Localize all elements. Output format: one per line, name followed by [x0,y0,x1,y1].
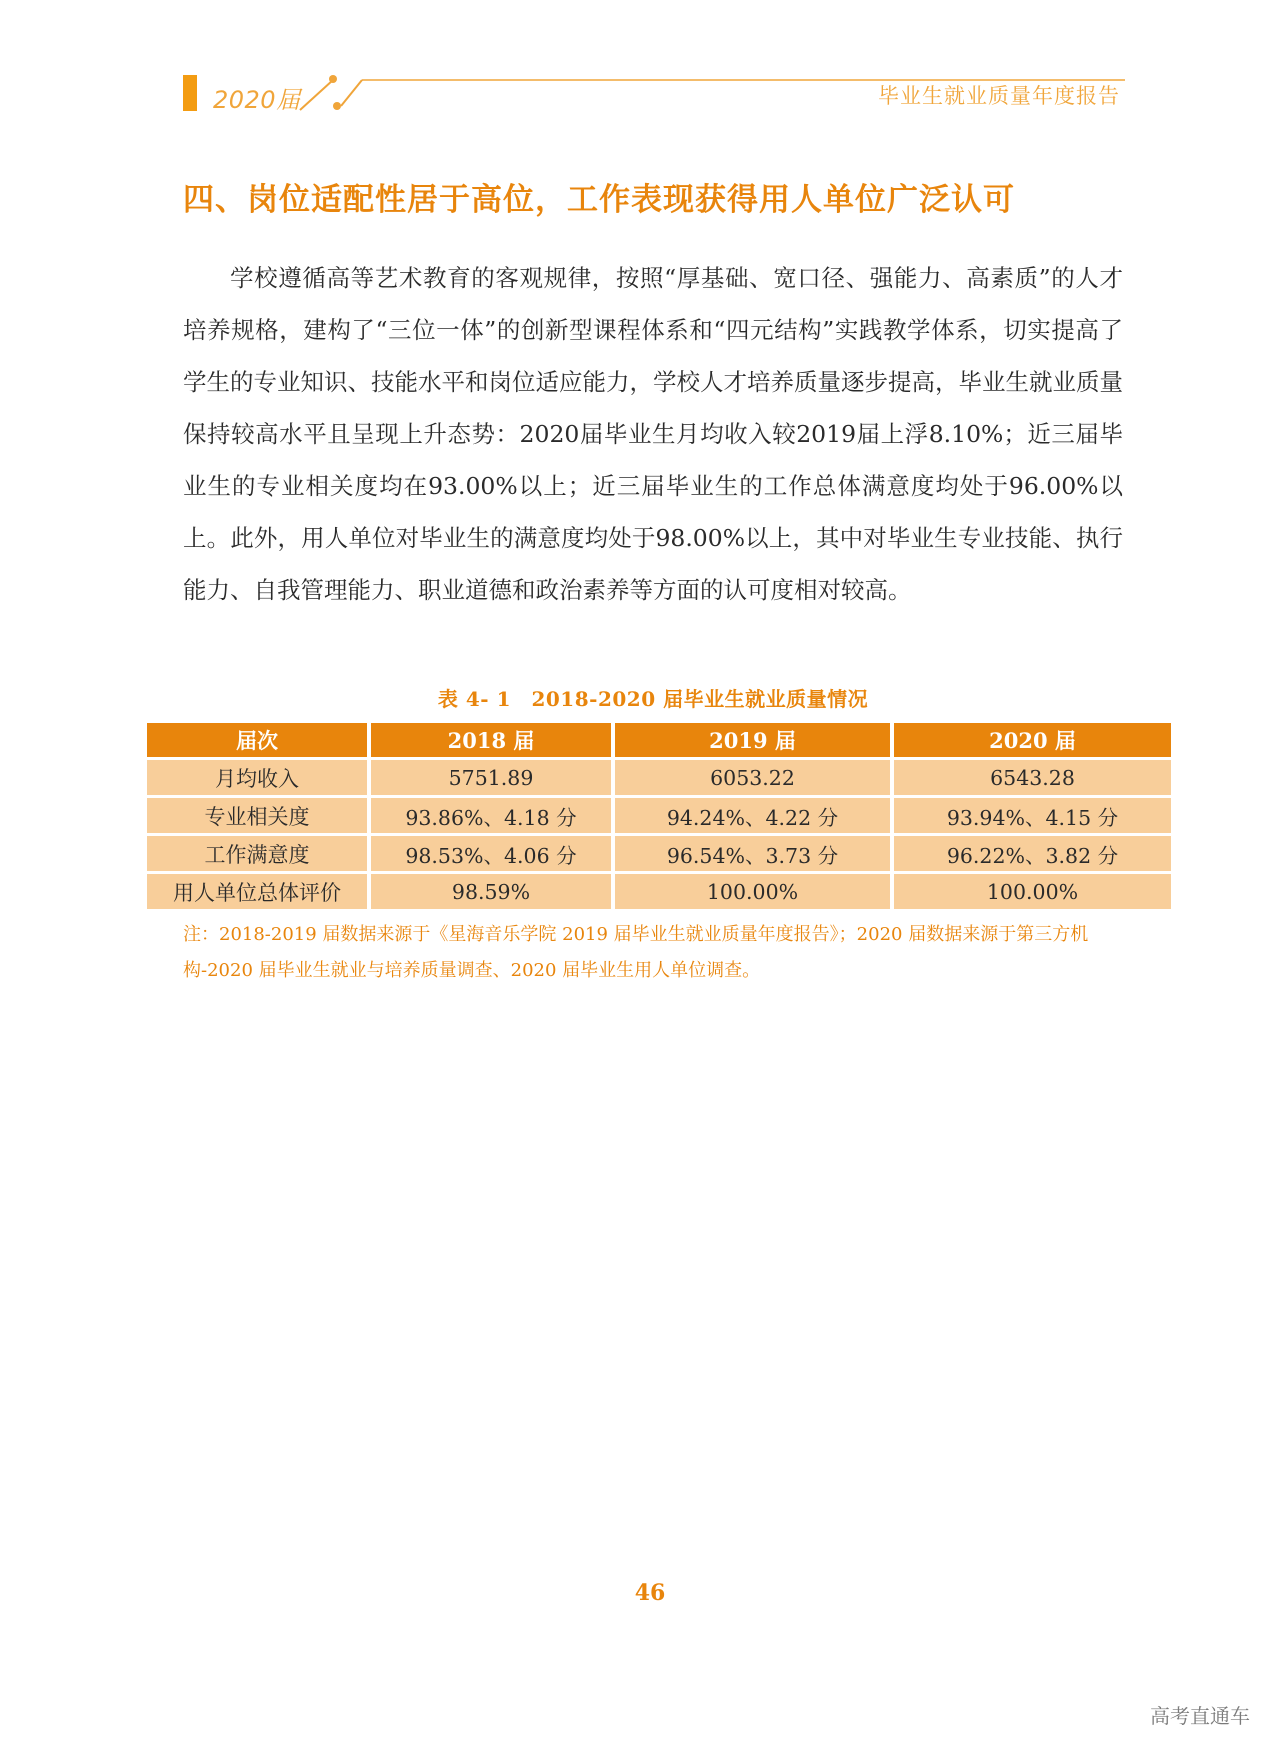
table-cell: 100.00% [894,874,1171,909]
employment-quality-table [143,720,1175,912]
table-cell: 6053.22 [615,760,890,795]
table-row-label: 工作满意度 [147,836,367,871]
header-line-decoration [0,0,1280,140]
table-header-cell: 2018 届 [371,723,611,757]
table-cell: 100.00% [615,874,890,909]
table-row-label: 用人单位总体评价 [147,874,367,909]
table-header-row [147,723,1171,757]
section-title: 四、岗位适配性居于高位，工作表现获得用人单位广泛认可 [183,182,1015,218]
table-note: 注：2018-2019 届数据来源于《星海音乐学院 2019 届毕业生就业质量年度报告》；2020 届数据来源于第三方机构-2020 届毕业生就业与培养质量调查、2020 届毕业生用人单位调查。 [183,924,1089,981]
running-header [0,0,1280,140]
table-header-cell: 2020 届 [894,723,1171,757]
page-number: 46 [634,1580,666,1606]
table-row [147,798,1171,833]
table-cell: 98.59% [371,874,611,909]
table-cell: 93.94%、4.15 分 [894,798,1171,833]
table-cell: 98.53%、4.06 分 [371,836,611,871]
table-row-label: 月均收入 [147,760,367,795]
table-cell: 96.54%、3.73 分 [615,836,890,871]
table-row [147,760,1171,795]
header-edition: 2020届 [213,86,301,114]
table-caption: 表 4- 1 2018-2020 届毕业生就业质量情况 [437,687,869,711]
table-cell: 96.22%、3.82 分 [894,836,1171,871]
table-header-cell: 届次 [147,723,367,757]
watermark-text: 高考直通车 [1150,1704,1250,1728]
header-report-title: 毕业生就业质量年度报告 [878,84,1120,108]
table-row [147,874,1171,909]
body-paragraph: 学校遵循高等艺术教育的客观规律，按照“厚基础、宽口径、强能力、高素质”的人才培养规格，建构了“三位一体”的创新型课程体系和“四元结构”实践教学体系，切实提高了学生的专业知识、技能水平和岗位适应能力，学校人才培养质量逐步提高，毕业生就业质量保持较高水平且呈现上升态势：2020届毕业生月均收入较2019届上浮8.10%；近三届毕业生的专业相关度均在93.00%以上；近三届毕业生的工作总体满意度均处于96.00%以上。此外，用人单位对毕业生的满意度均处于98.00%以上，其中对毕业生专业技能、执行能力、自我管理能力、职业道德和政治素养等方面的认可度相对较高。 [183,264,1123,604]
table-cell: 6543.28 [894,760,1171,795]
table-header-cell: 2019 届 [615,723,890,757]
table-row [147,836,1171,871]
table-cell: 94.24%、4.22 分 [615,798,890,833]
table-row-label: 专业相关度 [147,798,367,833]
table-cell: 93.86%、4.18 分 [371,798,611,833]
table-cell: 5751.89 [371,760,611,795]
